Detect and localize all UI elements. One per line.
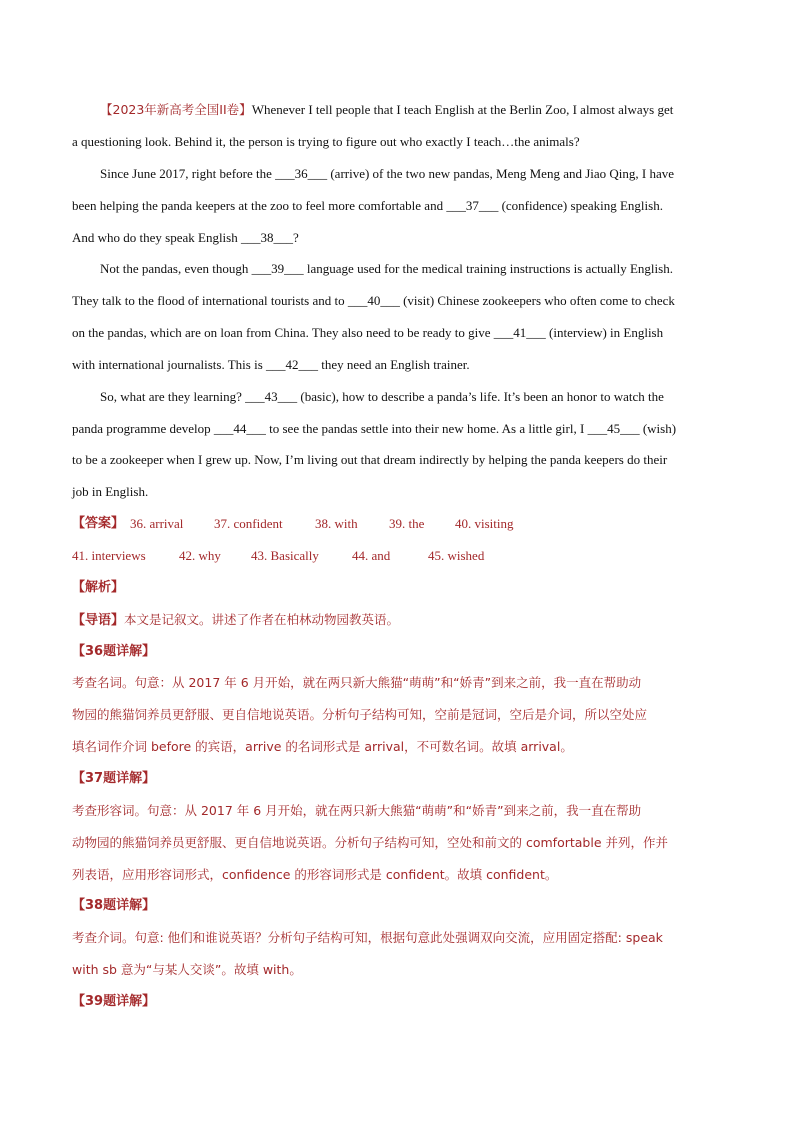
- answer-item: 41. interviews: [72, 548, 146, 563]
- intro-line: [72, 612, 399, 629]
- q37-title: 【37题详解】: [72, 771, 156, 786]
- answer-item: 40. visiting: [455, 516, 514, 531]
- q38-line: with sb 意为“与某人交谈”。故填 with。: [72, 962, 302, 977]
- passage-line: 【2023年新高考全国II卷】Whenever I tell people that I teach English at the Berlin Zoo, I almost always get: [100, 102, 674, 117]
- blank-37: ___37___: [446, 198, 499, 213]
- passage-line: Not the pandas, even though ___39___ language used for the medical training instructions is actually English.: [100, 261, 673, 276]
- passage-line: been helping the panda keepers at the zoo to feel more comfortable and ___37___ (confidence) speaking English.: [72, 198, 663, 213]
- passage-line: panda programme develop ___44___ to see the pandas settle into their new home. As a little girl, I ___45___ (wish): [72, 421, 677, 436]
- passage-line: They talk to the flood of international tourists and to ___40___ (visit) Chinese zookeepers who often come to check: [72, 293, 675, 308]
- source-tag: 【2023年新高考全国II卷】: [100, 102, 252, 117]
- q38-title: 【38题详解】: [72, 898, 156, 913]
- answer-item: 36. arrival: [130, 516, 184, 531]
- answer-item: 38. with: [315, 516, 358, 531]
- answer-item: 42. why: [179, 548, 221, 563]
- q36-line: 考查名词。句意：从 2017 年 6 月开始，就在两只新大熊猫“萌萌”和“娇青”到来之前，我一直在帮助动: [72, 675, 642, 690]
- analysis-label: 【解析】: [72, 580, 125, 595]
- q36-title: 【36题详解】: [72, 644, 156, 659]
- intro-label: 【导语】: [72, 613, 125, 628]
- blank-41: ___41___: [493, 325, 546, 340]
- passage-line: Since June 2017, right before the ___36___ (arrive) of the two new pandas, Meng Meng and Jiao Qing, I have: [100, 166, 675, 181]
- answer-item: 43. Basically: [251, 548, 319, 563]
- intro-text: 本文是记叙文。讲述了作者在柏林动物园教英语。: [124, 612, 400, 627]
- blank-43: ___43___: [245, 389, 298, 404]
- passage-line: on the pandas, which are on loan from China. They also need to be ready to give ___41___ (interview) in English: [72, 325, 664, 340]
- blank-44: ___44___: [213, 421, 266, 436]
- answer-item: 37. confident: [214, 516, 283, 531]
- q36-line: 物园的熊猫饲养员更舒服、更自信地说英语。分析句子结构可知，空前是冠词，空后是介词，所以空处应: [72, 707, 648, 722]
- q39-title: 【39题详解】: [72, 994, 156, 1009]
- passage-line: a questioning look. Behind it, the person is trying to figure out who exactly I teach…the animals?: [72, 134, 580, 149]
- passage-line: So, what are they learning? ___43___ (basic), how to describe a panda’s life. It’s been an honor to watch the: [100, 389, 664, 404]
- answer-item: 39. the: [389, 516, 425, 531]
- q37-line: 列表语，应用形容词形式，confidence 的形容词形式是 confident。故填 confident。: [72, 867, 558, 882]
- answer-item: 45. wished: [428, 548, 485, 563]
- answer-label: 【答案】: [72, 516, 125, 531]
- blank-36: ___36___: [275, 166, 328, 181]
- passage-line: And who do they speak English ___38___?: [72, 230, 299, 245]
- blank-42: ___42___: [266, 357, 319, 372]
- q38-line: 考查介词。句意: 他们和谁说英语？分析句子结构可知，根据句意此处强调双向交流，应用固定搭配: speak: [72, 930, 663, 945]
- blank-40: ___40___: [347, 293, 400, 308]
- blank-39: ___39___: [251, 261, 304, 276]
- answer-item: 44. and: [352, 548, 391, 563]
- passage-line: to be a zookeeper when I grew up. Now, I’m living out that dream indirectly by helping the panda keepers do their: [72, 452, 668, 467]
- q36-line: 填名词作介词 before 的宾语，arrive 的名词形式是 arrival，不可数名词。故填 arrival。: [72, 739, 573, 754]
- blank-38: ___38___: [240, 230, 293, 245]
- passage-line: with international journalists. This is ___42___ they need an English trainer.: [72, 357, 470, 372]
- blank-45: ___45___: [587, 421, 640, 436]
- passage-line: job in English.: [72, 484, 149, 499]
- q37-line: 动物园的熊猫饲养员更舒服、更自信地说英语。分析句子结构可知，空处和前文的 comfortable 并列，作并: [72, 835, 668, 850]
- q37-line: 考查形容词。句意：从 2017 年 6 月开始，就在两只新大熊猫“萌萌”和“娇青”到来之前，我一直在帮助: [72, 803, 642, 818]
